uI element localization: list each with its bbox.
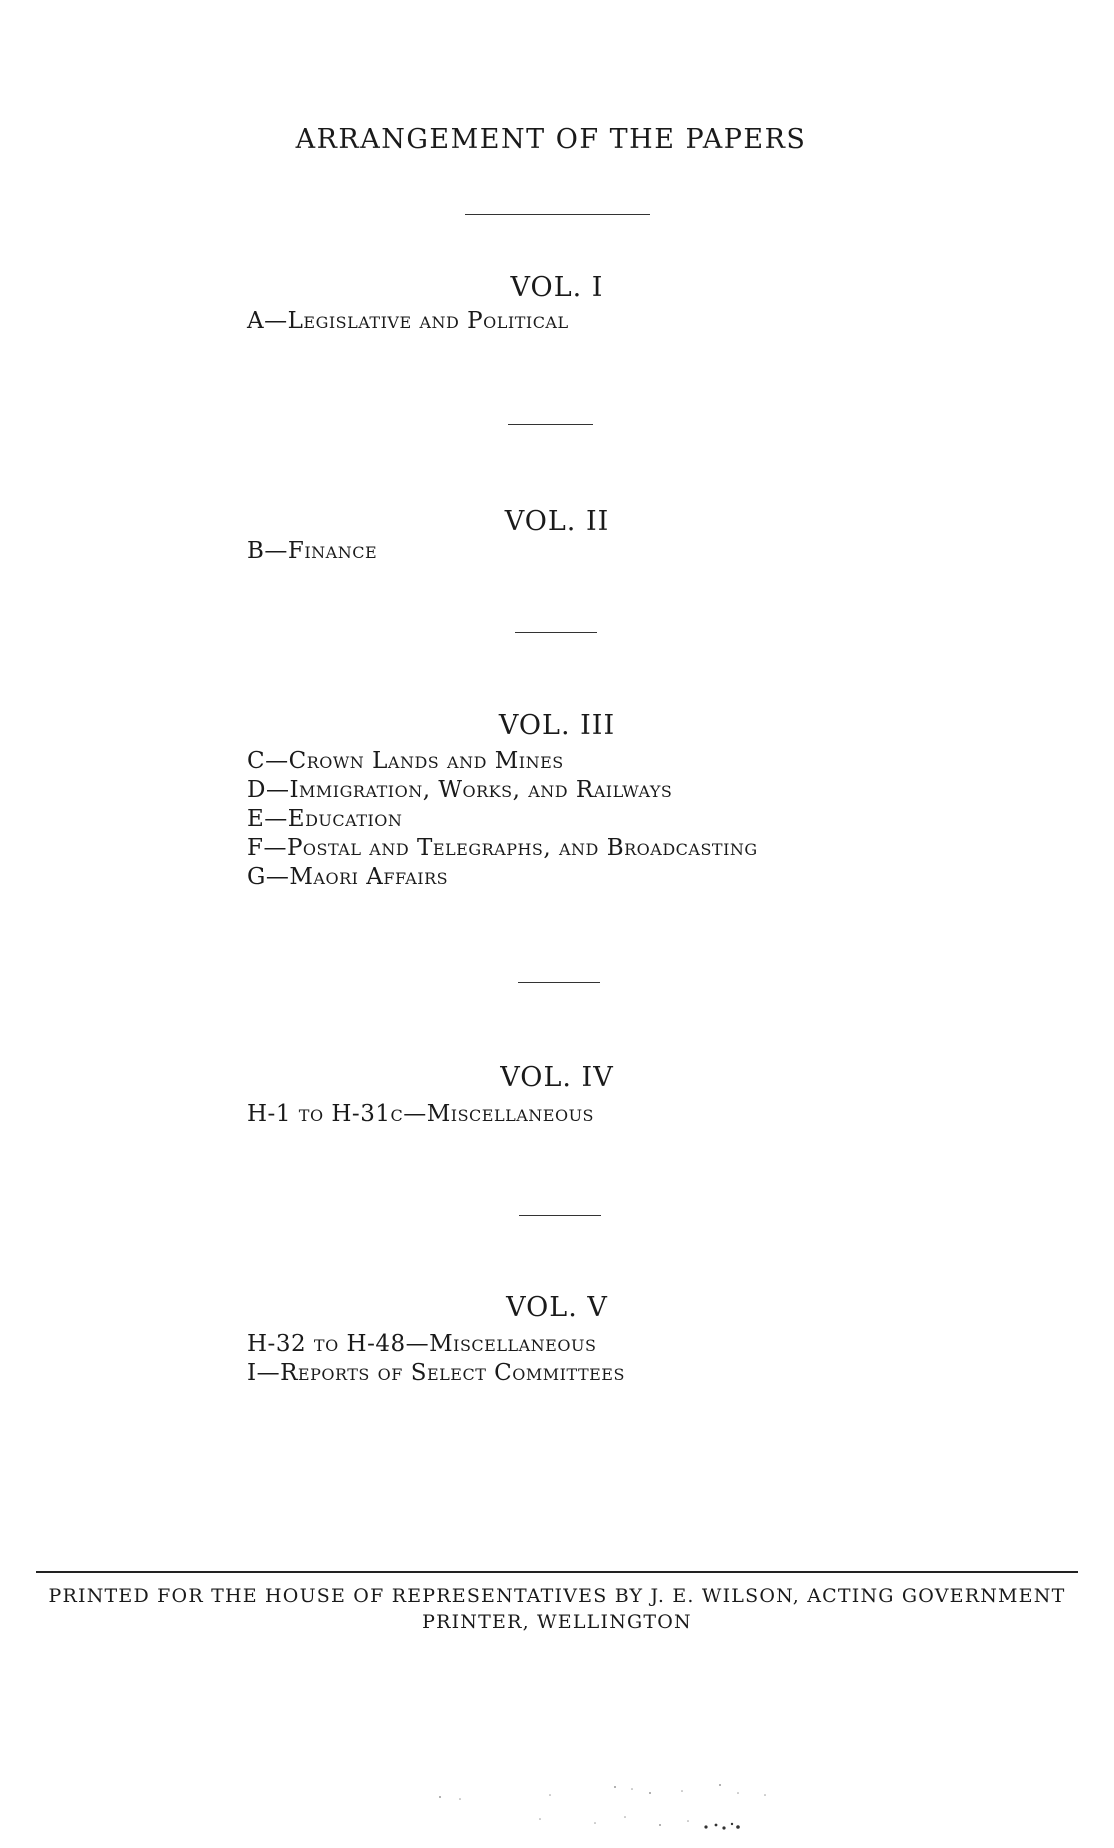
page-title: ARRANGEMENT OF THE PAPERS bbox=[295, 124, 807, 155]
volume-heading-3: VOL. III bbox=[498, 710, 616, 741]
scan-speckles bbox=[420, 1775, 820, 1835]
printer-imprint-line-2: PRINTER, WELLINGTON bbox=[422, 1611, 692, 1633]
volume-entry: H-32 to H-48—Miscellaneous bbox=[247, 1331, 597, 1357]
volume-entries-2 bbox=[247, 537, 377, 566]
volume-entries-3 bbox=[247, 747, 758, 892]
divider bbox=[465, 214, 650, 215]
volume-entry: E—Education bbox=[247, 806, 403, 832]
volume-heading-2: VOL. II bbox=[504, 506, 610, 537]
volume-heading-4: VOL. IV bbox=[500, 1062, 614, 1093]
volume-entry: B—Finance bbox=[247, 538, 378, 564]
volume-heading-1: VOL. I bbox=[510, 272, 604, 303]
volume-entry: H-1 to H-31c—Miscellaneous bbox=[247, 1101, 595, 1127]
volume-entry: G—Maori Affairs bbox=[247, 864, 449, 890]
volume-entry: I—Reports of Select Committees bbox=[247, 1360, 625, 1386]
volume-entry: A—Legislative and Political bbox=[247, 308, 569, 334]
volume-heading-5: VOL. V bbox=[506, 1292, 608, 1323]
footer-rule bbox=[36, 1571, 1078, 1573]
divider bbox=[519, 1215, 601, 1216]
volume-entry: D—Immigration, Works, and Railways bbox=[247, 777, 673, 803]
volume-entries-4 bbox=[247, 1100, 594, 1129]
volume-entries-5 bbox=[247, 1330, 625, 1388]
printer-imprint-line-1: PRINTED FOR THE HOUSE OF REPRESENTATIVES BY J. E. WILSON, ACTING GOVERNMENT bbox=[48, 1585, 1066, 1607]
volume-entry: C—Crown Lands and Mines bbox=[247, 748, 564, 774]
divider bbox=[515, 632, 597, 633]
printer-imprint bbox=[0, 1583, 1114, 1635]
volume-entries-1 bbox=[247, 307, 569, 336]
divider bbox=[518, 982, 600, 983]
divider bbox=[508, 424, 593, 425]
volume-entry: F—Postal and Telegraphs, and Broadcasting bbox=[247, 835, 758, 861]
